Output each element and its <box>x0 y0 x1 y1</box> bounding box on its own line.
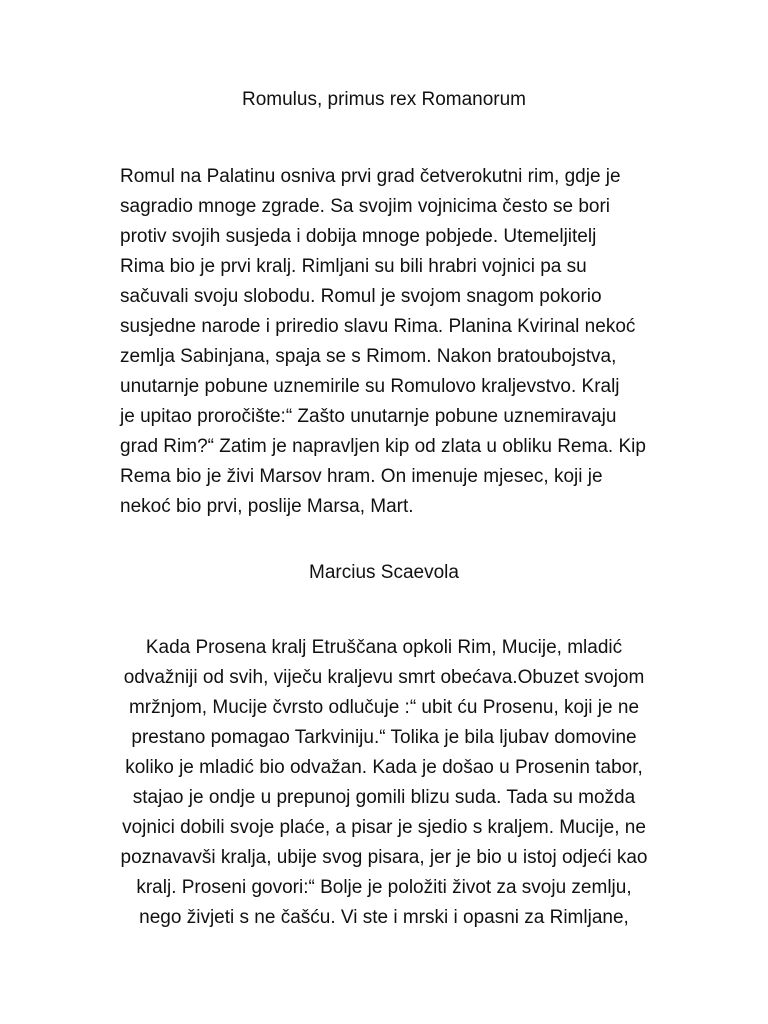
text-line: je upitao proročište:“ Zašto unutarnje pobune uznemiravaju <box>120 406 617 427</box>
text-line: nekoć bio prvi, poslije Marsa, Mart. <box>120 496 414 517</box>
text-line: nego živjeti s ne čašću. Vi ste i mrski i opasni za Rimljane, <box>139 907 629 928</box>
text-line: Rema bio je živi Marsov hram. On imenuje mjesec, koji je <box>120 466 603 487</box>
text-line: susjedne narode i priredio slavu Rima. Planina Kvirinal nekoć <box>120 316 636 337</box>
text-line: mržnjom, Mucije čvrsto odlučuje :“ ubit ću Prosenu, koji je ne <box>128 697 640 718</box>
text-line: Romul na Palatinu osniva prvi grad četverokutni rim, gdje je <box>120 166 621 187</box>
text-line: protiv svojih susjeda i dobija mnoge pobjede. Utemeljitelj <box>120 226 597 247</box>
paragraph-scaevola <box>0 633 768 933</box>
text-line: kralj. Proseni govori:“ Bolje je položiti život za svoju zemlju, <box>136 877 632 898</box>
section-title-scaevola: Marcius Scaevola <box>309 562 459 583</box>
text-line: poznavavši kralja, ubije svog pisara, jer je bio u istoj odjeći kao <box>120 847 648 868</box>
text-line: sačuvali svoju slobodu. Romul je svojom snagom pokorio <box>120 286 602 307</box>
text-line: stajao je ondje u prepunoj gomili blizu suda. Tada su možda <box>132 787 636 808</box>
paragraph-romulus <box>120 162 680 522</box>
text-line: sagradio mnoge zgrade. Sa svojim vojnicima često se bori <box>120 196 611 217</box>
text-line: vojnici dobili svoje plaće, a pisar je sjedio s kraljem. Mucije, ne <box>122 817 646 838</box>
text-line: unutarnje pobune uznemirile su Romulovo kraljevstvo. Kralj <box>120 376 620 397</box>
text-line: grad Rim?“ Zatim je napravljen kip od zlata u obliku Rema. Kip <box>120 436 646 457</box>
text-line: koliko je mladić bio odvažan. Kada je došao u Prosenin tabor, <box>125 757 643 778</box>
text-line: zemlja Sabinjana, spaja se s Rimom. Nakon bratoubojstva, <box>120 346 617 367</box>
text-line: Kada Prosena kralj Etruščana opkoli Rim, Mucije, mladić <box>145 637 623 658</box>
section-title-romulus: Romulus, primus rex Romanorum <box>241 89 527 110</box>
text-line: prestano pomagao Tarkviniju.“ Tolika je bila ljubav domovine <box>131 727 637 748</box>
text-line: odvažniji od svih, viječu kraljevu smrt obećava.Obuzet svojom <box>123 667 645 688</box>
text-line: Rima bio je prvi kralj. Rimljani su bili hrabri vojnici pa su <box>120 256 587 277</box>
